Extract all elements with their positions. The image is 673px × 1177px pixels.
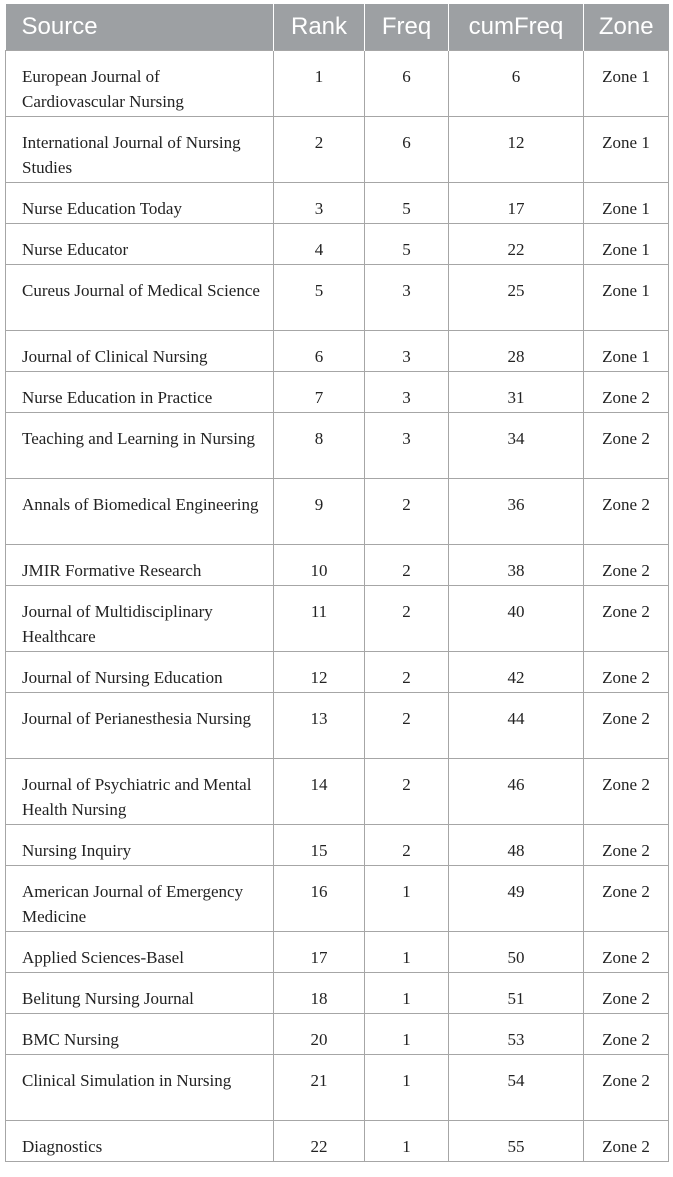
table-row [6, 972, 669, 1013]
source-cell: Nurse Education Today [6, 182, 274, 223]
freq-cell: 2 [365, 651, 449, 692]
table-row [6, 692, 669, 758]
freq-cell: 2 [365, 544, 449, 585]
rank-cell: 3 [274, 182, 365, 223]
cumfreq-cell: 22 [449, 223, 584, 264]
freq-cell: 1 [365, 865, 449, 931]
cumfreq-cell: 31 [449, 371, 584, 412]
zone-cell: Zone 2 [584, 1013, 669, 1054]
table-row [6, 651, 669, 692]
freq-cell: 6 [365, 50, 449, 116]
table-row [6, 1013, 669, 1054]
zone-cell: Zone 2 [584, 758, 669, 824]
freq-cell: 5 [365, 223, 449, 264]
cumfreq-cell: 55 [449, 1120, 584, 1161]
rank-cell: 1 [274, 50, 365, 116]
rank-cell: 6 [274, 330, 365, 371]
rank-cell: 4 [274, 223, 365, 264]
source-cell: Teaching and Learning in Nursing [6, 412, 274, 478]
source-cell: Journal of Multidisciplinary Healthcare [6, 585, 274, 651]
source-cell: JMIR Formative Research [6, 544, 274, 585]
cumfreq-cell: 34 [449, 412, 584, 478]
source-cell: Applied Sciences-Basel [6, 931, 274, 972]
rank-cell: 10 [274, 544, 365, 585]
cumfreq-cell: 54 [449, 1054, 584, 1120]
source-cell: Journal of Clinical Nursing [6, 330, 274, 371]
rank-cell: 14 [274, 758, 365, 824]
rank-cell: 12 [274, 651, 365, 692]
table-row [6, 182, 669, 223]
rank-cell: 5 [274, 264, 365, 330]
source-cell: Clinical Simulation in Nursing [6, 1054, 274, 1120]
source-cell: Diagnostics [6, 1120, 274, 1161]
zone-cell: Zone 2 [584, 972, 669, 1013]
freq-cell: 2 [365, 824, 449, 865]
zone-cell: Zone 1 [584, 50, 669, 116]
cumfreq-cell: 40 [449, 585, 584, 651]
table-row [6, 264, 669, 330]
freq-cell: 6 [365, 116, 449, 182]
freq-cell: 3 [365, 264, 449, 330]
freq-cell: 2 [365, 758, 449, 824]
table-row [6, 865, 669, 931]
freq-cell: 2 [365, 692, 449, 758]
freq-cell: 1 [365, 1120, 449, 1161]
source-cell: Annals of Biomedical Engineering [6, 478, 274, 544]
zone-cell: Zone 2 [584, 412, 669, 478]
cumfreq-cell: 12 [449, 116, 584, 182]
rank-cell: 20 [274, 1013, 365, 1054]
cumfreq-cell: 53 [449, 1013, 584, 1054]
table-row [6, 1120, 669, 1161]
zone-cell: Zone 2 [584, 824, 669, 865]
zone-cell: Zone 2 [584, 865, 669, 931]
source-cell: Nurse Educator [6, 223, 274, 264]
cumfreq-cell: 42 [449, 651, 584, 692]
rank-cell: 15 [274, 824, 365, 865]
rank-cell: 8 [274, 412, 365, 478]
header-freq: Freq [365, 4, 449, 50]
cumfreq-cell: 49 [449, 865, 584, 931]
source-cell: Journal of Perianesthesia Nursing [6, 692, 274, 758]
cumfreq-cell: 50 [449, 931, 584, 972]
cumfreq-cell: 51 [449, 972, 584, 1013]
zone-cell: Zone 1 [584, 223, 669, 264]
freq-cell: 5 [365, 182, 449, 223]
freq-cell: 1 [365, 931, 449, 972]
freq-cell: 2 [365, 585, 449, 651]
table-row [6, 412, 669, 478]
rank-cell: 22 [274, 1120, 365, 1161]
table-row [6, 758, 669, 824]
freq-cell: 1 [365, 972, 449, 1013]
table-row [6, 824, 669, 865]
rank-cell: 7 [274, 371, 365, 412]
table-row [6, 330, 669, 371]
source-cell: Nursing Inquiry [6, 824, 274, 865]
table-row [6, 50, 669, 116]
table-row [6, 585, 669, 651]
zone-cell: Zone 2 [584, 371, 669, 412]
zone-cell: Zone 2 [584, 1054, 669, 1120]
table-row [6, 544, 669, 585]
source-cell: Journal of Psychiatric and Mental Health Nursing [6, 758, 274, 824]
header-cumfreq: cumFreq [449, 4, 584, 50]
zone-cell: Zone 1 [584, 330, 669, 371]
source-cell: Nurse Education in Practice [6, 371, 274, 412]
cumfreq-cell: 46 [449, 758, 584, 824]
rank-cell: 11 [274, 585, 365, 651]
rank-cell: 18 [274, 972, 365, 1013]
table-row [6, 116, 669, 182]
rank-cell: 9 [274, 478, 365, 544]
table-body [6, 50, 669, 1161]
cumfreq-cell: 25 [449, 264, 584, 330]
journal-zone-table [5, 4, 669, 1162]
freq-cell: 3 [365, 371, 449, 412]
table-row [6, 223, 669, 264]
freq-cell: 3 [365, 412, 449, 478]
source-cell: European Journal of Cardiovascular Nursing [6, 50, 274, 116]
freq-cell: 1 [365, 1013, 449, 1054]
table-row [6, 371, 669, 412]
zone-cell: Zone 2 [584, 931, 669, 972]
zone-cell: Zone 2 [584, 1120, 669, 1161]
table-header [6, 4, 669, 50]
freq-cell: 2 [365, 478, 449, 544]
cumfreq-cell: 6 [449, 50, 584, 116]
zone-cell: Zone 1 [584, 264, 669, 330]
freq-cell: 3 [365, 330, 449, 371]
cumfreq-cell: 38 [449, 544, 584, 585]
table-row [6, 931, 669, 972]
zone-cell: Zone 2 [584, 651, 669, 692]
table-row [6, 1054, 669, 1120]
zone-cell: Zone 1 [584, 182, 669, 223]
zone-cell: Zone 2 [584, 692, 669, 758]
zone-cell: Zone 1 [584, 116, 669, 182]
zone-cell: Zone 2 [584, 544, 669, 585]
header-source: Source [6, 4, 274, 50]
rank-cell: 21 [274, 1054, 365, 1120]
source-cell: Journal of Nursing Education [6, 651, 274, 692]
cumfreq-cell: 17 [449, 182, 584, 223]
header-rank: Rank [274, 4, 365, 50]
source-cell: International Journal of Nursing Studies [6, 116, 274, 182]
header-row [6, 4, 669, 50]
rank-cell: 2 [274, 116, 365, 182]
zone-cell: Zone 2 [584, 585, 669, 651]
header-zone: Zone [598, 12, 654, 40]
cumfreq-cell: 44 [449, 692, 584, 758]
rank-cell: 17 [274, 931, 365, 972]
table-row [6, 478, 669, 544]
freq-cell: 1 [365, 1054, 449, 1120]
source-cell: Cureus Journal of Medical Science [6, 264, 274, 330]
zone-cell: Zone 2 [584, 478, 669, 544]
source-cell: Belitung Nursing Journal [6, 972, 274, 1013]
rank-cell: 13 [274, 692, 365, 758]
cumfreq-cell: 36 [449, 478, 584, 544]
cumfreq-cell: 28 [449, 330, 584, 371]
source-cell: BMC Nursing [6, 1013, 274, 1054]
rank-cell: 16 [274, 865, 365, 931]
source-cell: American Journal of Emergency Medicine [6, 865, 274, 931]
cumfreq-cell: 48 [449, 824, 584, 865]
